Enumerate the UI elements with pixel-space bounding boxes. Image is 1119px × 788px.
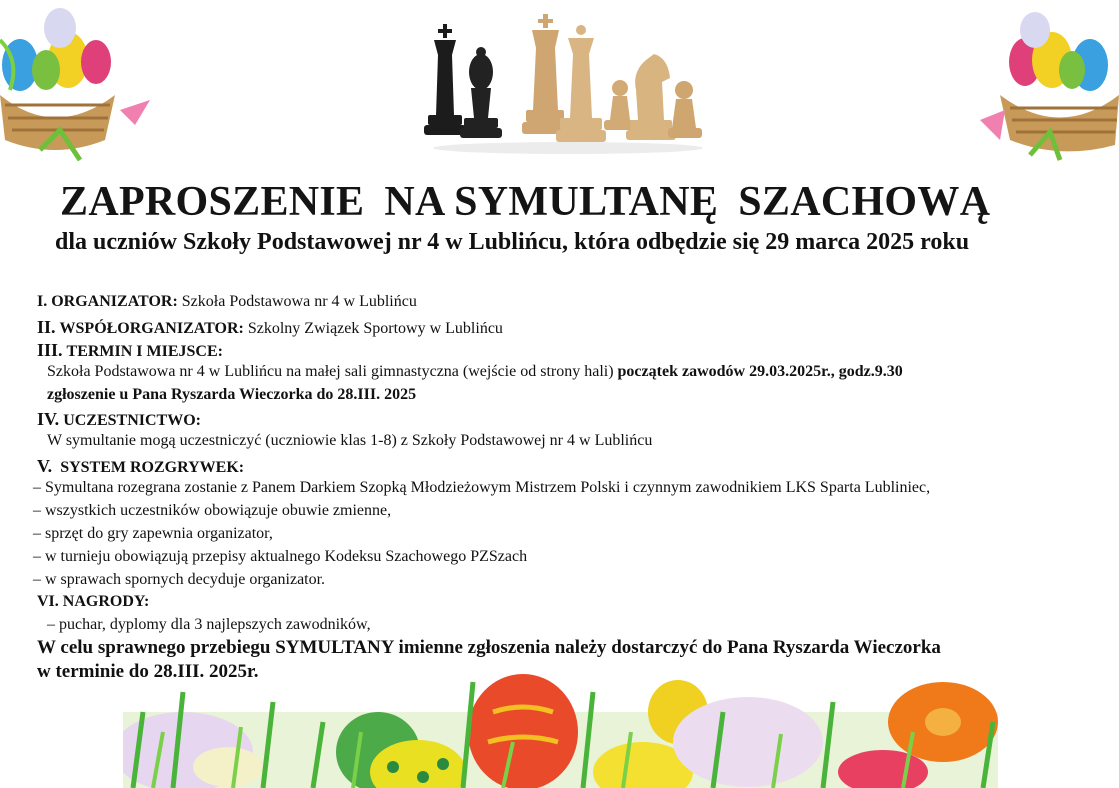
section-heading: WSPÓŁORGANIZATOR:: [59, 320, 244, 337]
list-item: – w turnieju obowiązują przepisy aktualnego Kodeksu Szachowego PZSzach: [33, 548, 528, 565]
section-participation-heading: [37, 409, 201, 430]
closing-line-2: w terminie do 28.III. 2025r.: [37, 661, 259, 682]
closing-line-1: W celu sprawnego przebiegu SYMULTANY imienne zgłoszenia należy dostarczyć do Pana Ryszarda Wieczorka: [37, 637, 941, 658]
section-organizer: [37, 293, 417, 311]
section-term-text: [47, 363, 903, 381]
section-coorganizer: [37, 317, 503, 338]
section-heading: ORGANIZATOR:: [51, 293, 178, 310]
section-heading: NAGRODY:: [62, 593, 150, 610]
easter-eggs-grass-icon: [123, 672, 998, 788]
list-item: – Symultana rozegrana zostanie z Panem Darkiem Szopką Młodzieżowym Mistrzem Polski i czynnym zawodnikiem LKS Sparta Lubliniec,: [33, 479, 931, 496]
section-numeral: III.: [37, 340, 63, 360]
list-item: – sprzęt do gry zapewnia organizator,: [33, 525, 273, 542]
section-heading: SYSTEM ROZGRYWEK:: [60, 459, 245, 476]
section-numeral: V.: [37, 456, 53, 476]
section-heading: UCZESTNICTWO:: [63, 412, 201, 429]
section-heading: TERMIN I MIEJSCE:: [66, 343, 223, 360]
title-part-1: ZAPROSZENIE: [60, 179, 365, 225]
prizes-item: – puchar, dyplomy dla 3 najlepszych zawodników,: [47, 616, 371, 633]
page-title: [60, 178, 990, 226]
section-term-heading: [37, 340, 223, 361]
section-numeral: I.: [37, 293, 48, 310]
page-subtitle: dla uczniów Szkoły Podstawowej nr 4 w Lublińcu, która odbędzie się 29 marca 2025 roku: [55, 229, 970, 255]
participation-text: W symultanie mogą uczestniczyć (uczniowie klas 1-8) z Szkoły Podstawowej nr 4 w Lublińcu: [47, 432, 653, 449]
easter-basket-left-icon: [0, 0, 160, 170]
term-start-time: początek zawodów 29.03.2025r., godz.9.30: [617, 363, 903, 380]
section-text: Szkoła Podstawowa nr 4 w Lublińcu: [181, 293, 417, 310]
section-numeral: IV.: [37, 409, 60, 429]
term-text: Szkoła Podstawowa nr 4 w Lublińcu na małej sali gimnastyczna (wejście od strony hali): [47, 363, 614, 380]
term-registration: zgłoszenie u Pana Ryszarda Wieczorka do 28.III. 2025: [47, 386, 417, 403]
title-part-3: SZACHOWĄ: [738, 179, 991, 225]
section-numeral: VI.: [37, 593, 59, 610]
title-part-2: NA SYMULTANĘ: [384, 179, 719, 225]
chess-pieces-icon: [418, 10, 718, 155]
easter-basket-right-icon: [960, 0, 1119, 170]
section-text: Szkolny Związek Sportowy w Lublińcu: [247, 320, 503, 337]
section-system-heading: [37, 456, 244, 477]
section-numeral: II.: [37, 317, 56, 337]
list-item: – wszystkich uczestników obowiązuje obuwie zmienne,: [33, 502, 392, 519]
list-item: – w sprawach spornych decyduje organizator.: [33, 571, 326, 588]
section-prizes-heading: [37, 593, 149, 611]
